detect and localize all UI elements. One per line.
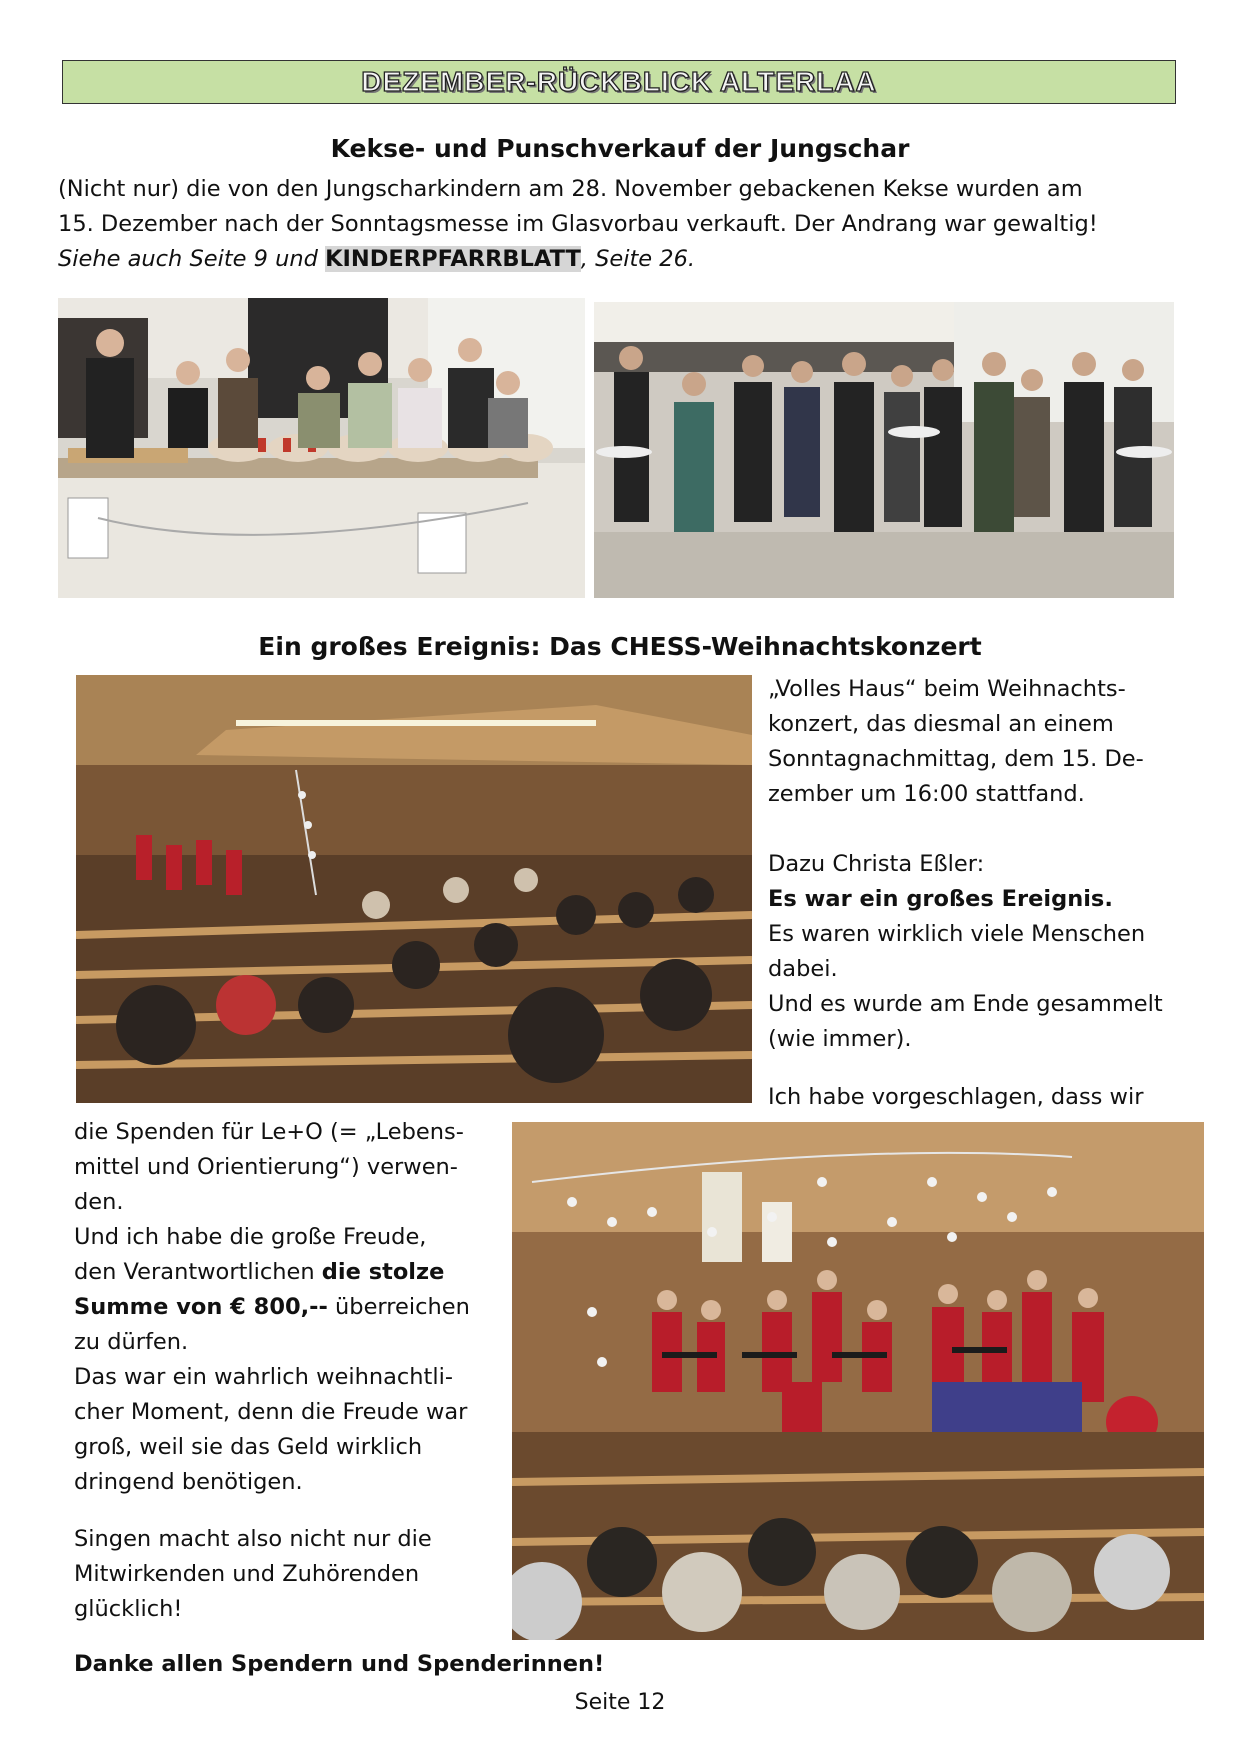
- intro-line-4: zember um 16:00 stattfand.: [768, 781, 1085, 807]
- quote-bold: Es war ein großes Ereignis.: [768, 886, 1113, 912]
- kinderpfarrblatt-highlight: KINDERPFARRBLATT: [325, 246, 581, 272]
- quote-intro: Dazu Christa Eßler:: [768, 851, 985, 877]
- sum-post: überreichen: [327, 1294, 470, 1320]
- section1-line1: (Nicht nur) die von den Jungscharkindern am 28. November gebackenen Kekse wurden am: [58, 176, 1083, 202]
- sum-pre: den Verantwortlichen: [74, 1259, 322, 1285]
- section1-line3-pre: Siehe auch Seite 9 und: [58, 246, 326, 272]
- left-line-2: mittel und Orientierung“) verwen-: [74, 1154, 458, 1180]
- sum-line-1: [74, 1255, 444, 1290]
- quote-line-2: dabei.: [768, 956, 838, 982]
- sum-line-2: [74, 1290, 470, 1325]
- intro-line-1: „Volles Haus“ beim Weihnachts-: [768, 676, 1126, 702]
- closing-line-2: Mitwirkenden und Zuhörenden: [74, 1561, 420, 1587]
- page-title: DEZEMBER-RÜCKBLICK ALTERLAA: [361, 66, 877, 97]
- left-line-1: die Spenden für Le+O (= „Lebens-: [74, 1119, 464, 1145]
- section1-line3-post: , Seite 26.: [580, 246, 696, 272]
- photo-cookie-sale: [58, 298, 585, 598]
- sum-bold-2: Summe von € 800,--: [74, 1294, 328, 1320]
- thanks-line: Danke allen Spendern und Spenderinnen!: [74, 1651, 605, 1677]
- intro-line-2: konzert, das diesmal an einem: [768, 711, 1114, 737]
- photo-choir-stage: [512, 1122, 1204, 1640]
- photo-crowd-foyer: [594, 302, 1174, 598]
- left-b-line-5: dringend benötigen.: [74, 1469, 303, 1495]
- section2-heading: Ein großes Ereignis: Das CHESS-Weihnachtskonzert: [258, 632, 982, 661]
- quote-line-4: (wie immer).: [768, 1026, 912, 1052]
- section1-line2: 15. Dezember nach der Sonntagsmesse im Glasvorbau verkauft. Der Andrang war gewaltig!: [58, 211, 1098, 237]
- left-b-line-1: zu dürfen.: [74, 1329, 189, 1355]
- left-line-3: den.: [74, 1189, 124, 1215]
- quote-line-3: Und es wurde am Ende gesammelt: [768, 991, 1163, 1017]
- closing-line-3: glücklich!: [74, 1596, 183, 1622]
- section1-heading: Kekse- und Punschverkauf der Jungschar: [330, 134, 910, 163]
- left-b-line-3: cher Moment, denn die Freude war: [74, 1399, 468, 1425]
- sum-bold-1: die stolze: [321, 1259, 445, 1285]
- photo-concert-hall: [76, 675, 752, 1103]
- section1-line3: [58, 242, 695, 277]
- continue-line: Ich habe vorgeschlagen, dass wir: [768, 1084, 1144, 1110]
- left-b-line-2: Das war ein wahrlich weihnachtli-: [74, 1364, 453, 1390]
- left-b-line-4: groß, weil sie das Geld wirklich: [74, 1434, 423, 1460]
- left-line-4: Und ich habe die große Freude,: [74, 1224, 427, 1250]
- header-banner: [62, 60, 1176, 104]
- page-number: Seite 12: [574, 1690, 666, 1715]
- quote-line-1: Es waren wirklich viele Menschen: [768, 921, 1146, 947]
- intro-line-3: Sonntagnachmittag, dem 15. De-: [768, 746, 1144, 772]
- closing-line-1: Singen macht also nicht nur die: [74, 1526, 432, 1552]
